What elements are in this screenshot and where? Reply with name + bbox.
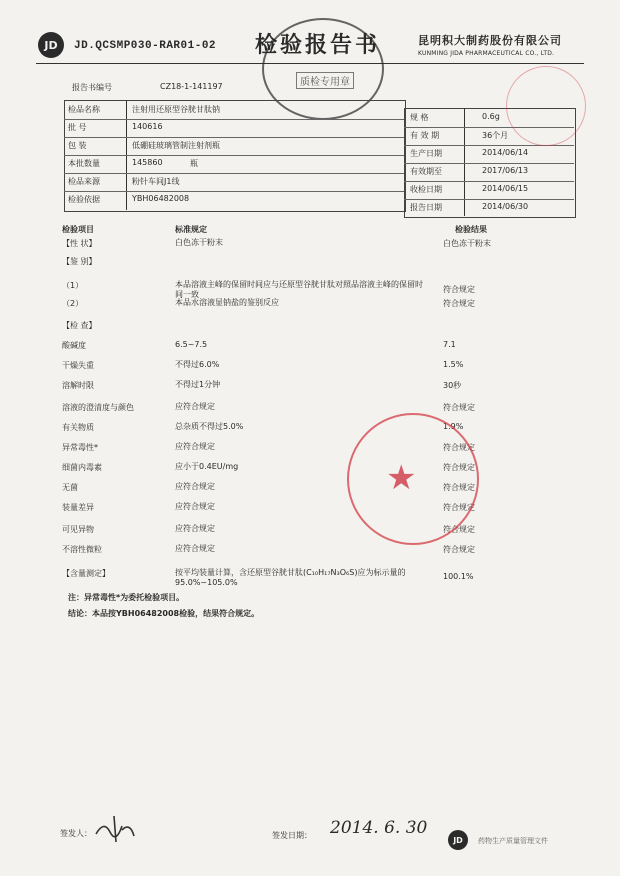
grid-row-line [64,173,404,174]
test-standard: 应符合规定 [175,442,215,451]
test-result: 符合规定 [443,503,475,512]
grid-row-line [404,181,574,182]
info-label: 检品来源 [68,177,100,186]
info-value: 36个月 [482,131,509,140]
grid-row-line [64,119,404,120]
test-standard: 白色冻干粉末 [175,238,223,247]
info-label: 收检日期 [410,185,442,194]
test-result: 1.5% [443,360,464,369]
footer-logo-text: JD [453,835,463,845]
test-result: 符合规定 [443,403,475,412]
test-standard: 总杂质不得过5.0% [175,422,244,431]
info-label: 本批数量 [68,159,100,168]
test-item: 无菌 [62,483,78,492]
info-label: 规 格 [410,113,429,122]
grid-row-line [64,155,404,156]
footer-logo [448,830,468,850]
test-standard: 应符合规定 [175,402,215,411]
grid-row-line [64,191,404,192]
test-item: 溶解时限 [62,381,94,390]
qc-stamp-label: 质检专用章 [296,72,354,89]
test-standard: 应符合规定 [175,482,215,491]
info-label: 包 装 [68,141,87,150]
test-item: 细菌内毒素 [62,463,102,472]
test-item: 【检 查】 [62,321,97,330]
info-value: 2017/06/13 [482,166,529,175]
test-result: 符合规定 [443,285,475,294]
test-item: 有关物质 [62,423,94,432]
test-item: 【含量测定】 [62,569,110,578]
info-value: 2014/06/15 [482,184,529,193]
tests-header-result: 检验结果 [455,225,487,234]
sign-date-value: 2014. 6. 30 [330,818,428,838]
grid-row-line [404,199,574,200]
test-item: 装量差异 [62,503,94,512]
report-no-value: CZ18-1-141197 [160,82,223,91]
test-item: 不溶性微粒 [62,545,102,554]
info-label: 有 效 期 [410,131,440,140]
test-result: 符合规定 [443,483,475,492]
test-result: 白色冻干粉末 [443,239,491,248]
test-item: （1） [62,281,84,290]
test-standard: 不得过6.0% [175,360,220,369]
tests-header-standard: 标准规定 [175,225,207,234]
sign-date-label: 签发日期： [272,831,312,840]
seal-star-icon: ★ [386,458,417,498]
info-label: 检品名称 [68,105,100,114]
info-value: 2014/06/14 [482,148,529,157]
test-result: 符合规定 [443,545,475,554]
test-result: 符合规定 [443,299,475,308]
test-standard: 按平均装量计算，含还原型谷胱甘肽(C₁₀H₁₇N₃O₆S)应为标示量的95.0%~105.0% [175,568,406,587]
logo-mark-text: JD [44,38,58,52]
test-result: 符合规定 [443,525,475,534]
faint-seal [506,66,586,146]
info-value: 140616 [132,122,163,131]
footer-text: 药物生产质量管理文件 [478,837,548,845]
tests-header-item: 检验项目 [62,225,94,234]
test-standard: 本品水溶液显钠盐的鉴别反应 [175,298,279,307]
info-label: 生产日期 [410,149,442,158]
note-text: 注：异常毒性*为委托检验项目。 [68,593,185,602]
page-title: 检验报告书 [255,32,381,58]
info-label: 检验依据 [68,195,100,204]
test-standard: 本品溶液主峰的保留时间应与还原型谷胱甘肽对照品溶液主峰的保留时间一致 [175,280,423,299]
test-result: 7.1 [443,340,456,349]
test-item: 【鉴 别】 [62,257,97,266]
company-name-cn: 昆明积大制药股份有限公司 [418,34,562,47]
report-no-label: 报告书编号 [72,83,112,92]
info-value: 145860 [132,158,163,167]
test-result: 100.1% [443,572,474,581]
test-standard: 应符合规定 [175,502,215,511]
test-item: 异常毒性* [62,443,98,452]
info-value: YBH06482008 [132,194,190,203]
info-label: 批 号 [68,123,87,132]
info-label: 有效期至 [410,167,442,176]
company-logo [38,32,64,58]
info-value: 2014/06/30 [482,202,529,211]
info-value: 注射用还原型谷胱甘肽钠 [132,105,220,114]
info-unit: 瓶 [190,159,198,168]
test-standard: 6.5~7.5 [175,340,208,349]
test-standard: 应符合规定 [175,524,215,533]
info-value: 0.6g [482,112,500,121]
info-value: 粉针车间J1线 [132,177,180,186]
test-item: 可见异物 [62,525,94,534]
test-item: 干燥失重 [62,361,94,370]
test-result: 符合规定 [443,463,475,472]
signer-label: 签发人： [60,829,92,838]
test-item: （2） [62,299,84,308]
test-standard: 应符合规定 [175,544,215,553]
info-label: 报告日期 [410,203,442,212]
company-name-en: KUNMING JIDA PHARMACEUTICAL CO., LTD. [418,50,555,57]
test-item: 酸碱度 [62,341,86,350]
conclusion-text: 结论：本品按YBH06482008检验，结果符合规定。 [68,609,260,618]
document-code: JD.QCSMP030-RAR01-02 [74,40,217,52]
test-standard: 应小于0.4EU/mg [175,462,239,471]
test-result: 1.9% [443,422,464,431]
grid-row-line [64,137,404,138]
test-result: 符合规定 [443,443,475,452]
info-grid-left [64,100,406,212]
grid-row-line [404,163,574,164]
test-item: 溶液的澄清度与颜色 [62,403,134,412]
signature-mark [92,812,138,848]
test-item: 【性 状】 [62,239,97,248]
info-value: 低硼硅玻璃管制注射剂瓶 [132,141,220,150]
test-result: 30秒 [443,381,462,390]
test-standard: 不得过1分钟 [175,380,221,389]
